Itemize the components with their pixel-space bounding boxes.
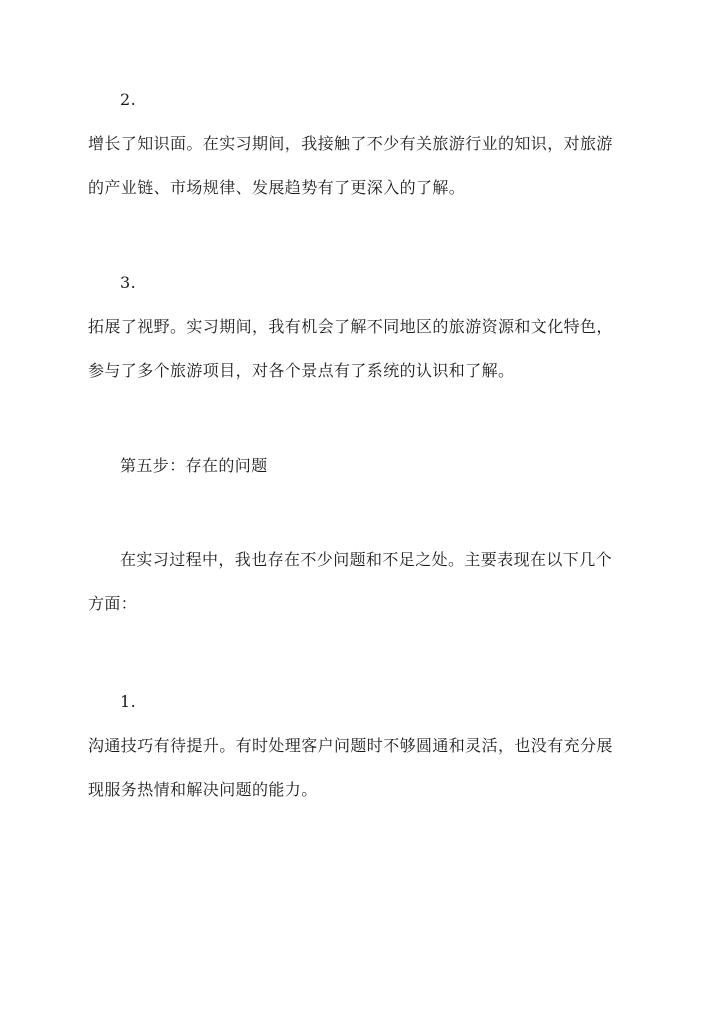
item-2-text-line-2: 的产业链、市场规律、发展趋势有了更深入的了解。 [88, 178, 466, 197]
item-3-text-line-2: 参与了多个旅游项目，对各个景点有了系统的认识和了解。 [88, 361, 515, 380]
item-1-number: 1. [120, 692, 137, 711]
item-2-number: 2. [120, 90, 137, 109]
item-1-text-line-1: 沟通技巧有待提升。有时处理客户问题时不够圆通和灵活，也没有充分展 [88, 736, 613, 755]
section-heading: 第五步：存在的问题 [120, 456, 268, 475]
item-2-text-line-1: 增长了知识面。在实习期间，我接触了不少有关旅游行业的知识，对旅游 [88, 134, 613, 153]
intro-text-line-1: 在实习过程中，我也存在不少问题和不足之处。主要表现在以下几个 [120, 550, 613, 569]
item-3-number: 3. [120, 273, 137, 292]
intro-text-line-2: 方面： [88, 594, 138, 613]
item-3-text-line-1: 拓展了视野。实习期间，我有机会了解不同地区的旅游资源和文化特色， [88, 317, 613, 336]
item-1-text-line-2: 现服务热情和解决问题的能力。 [88, 780, 318, 799]
